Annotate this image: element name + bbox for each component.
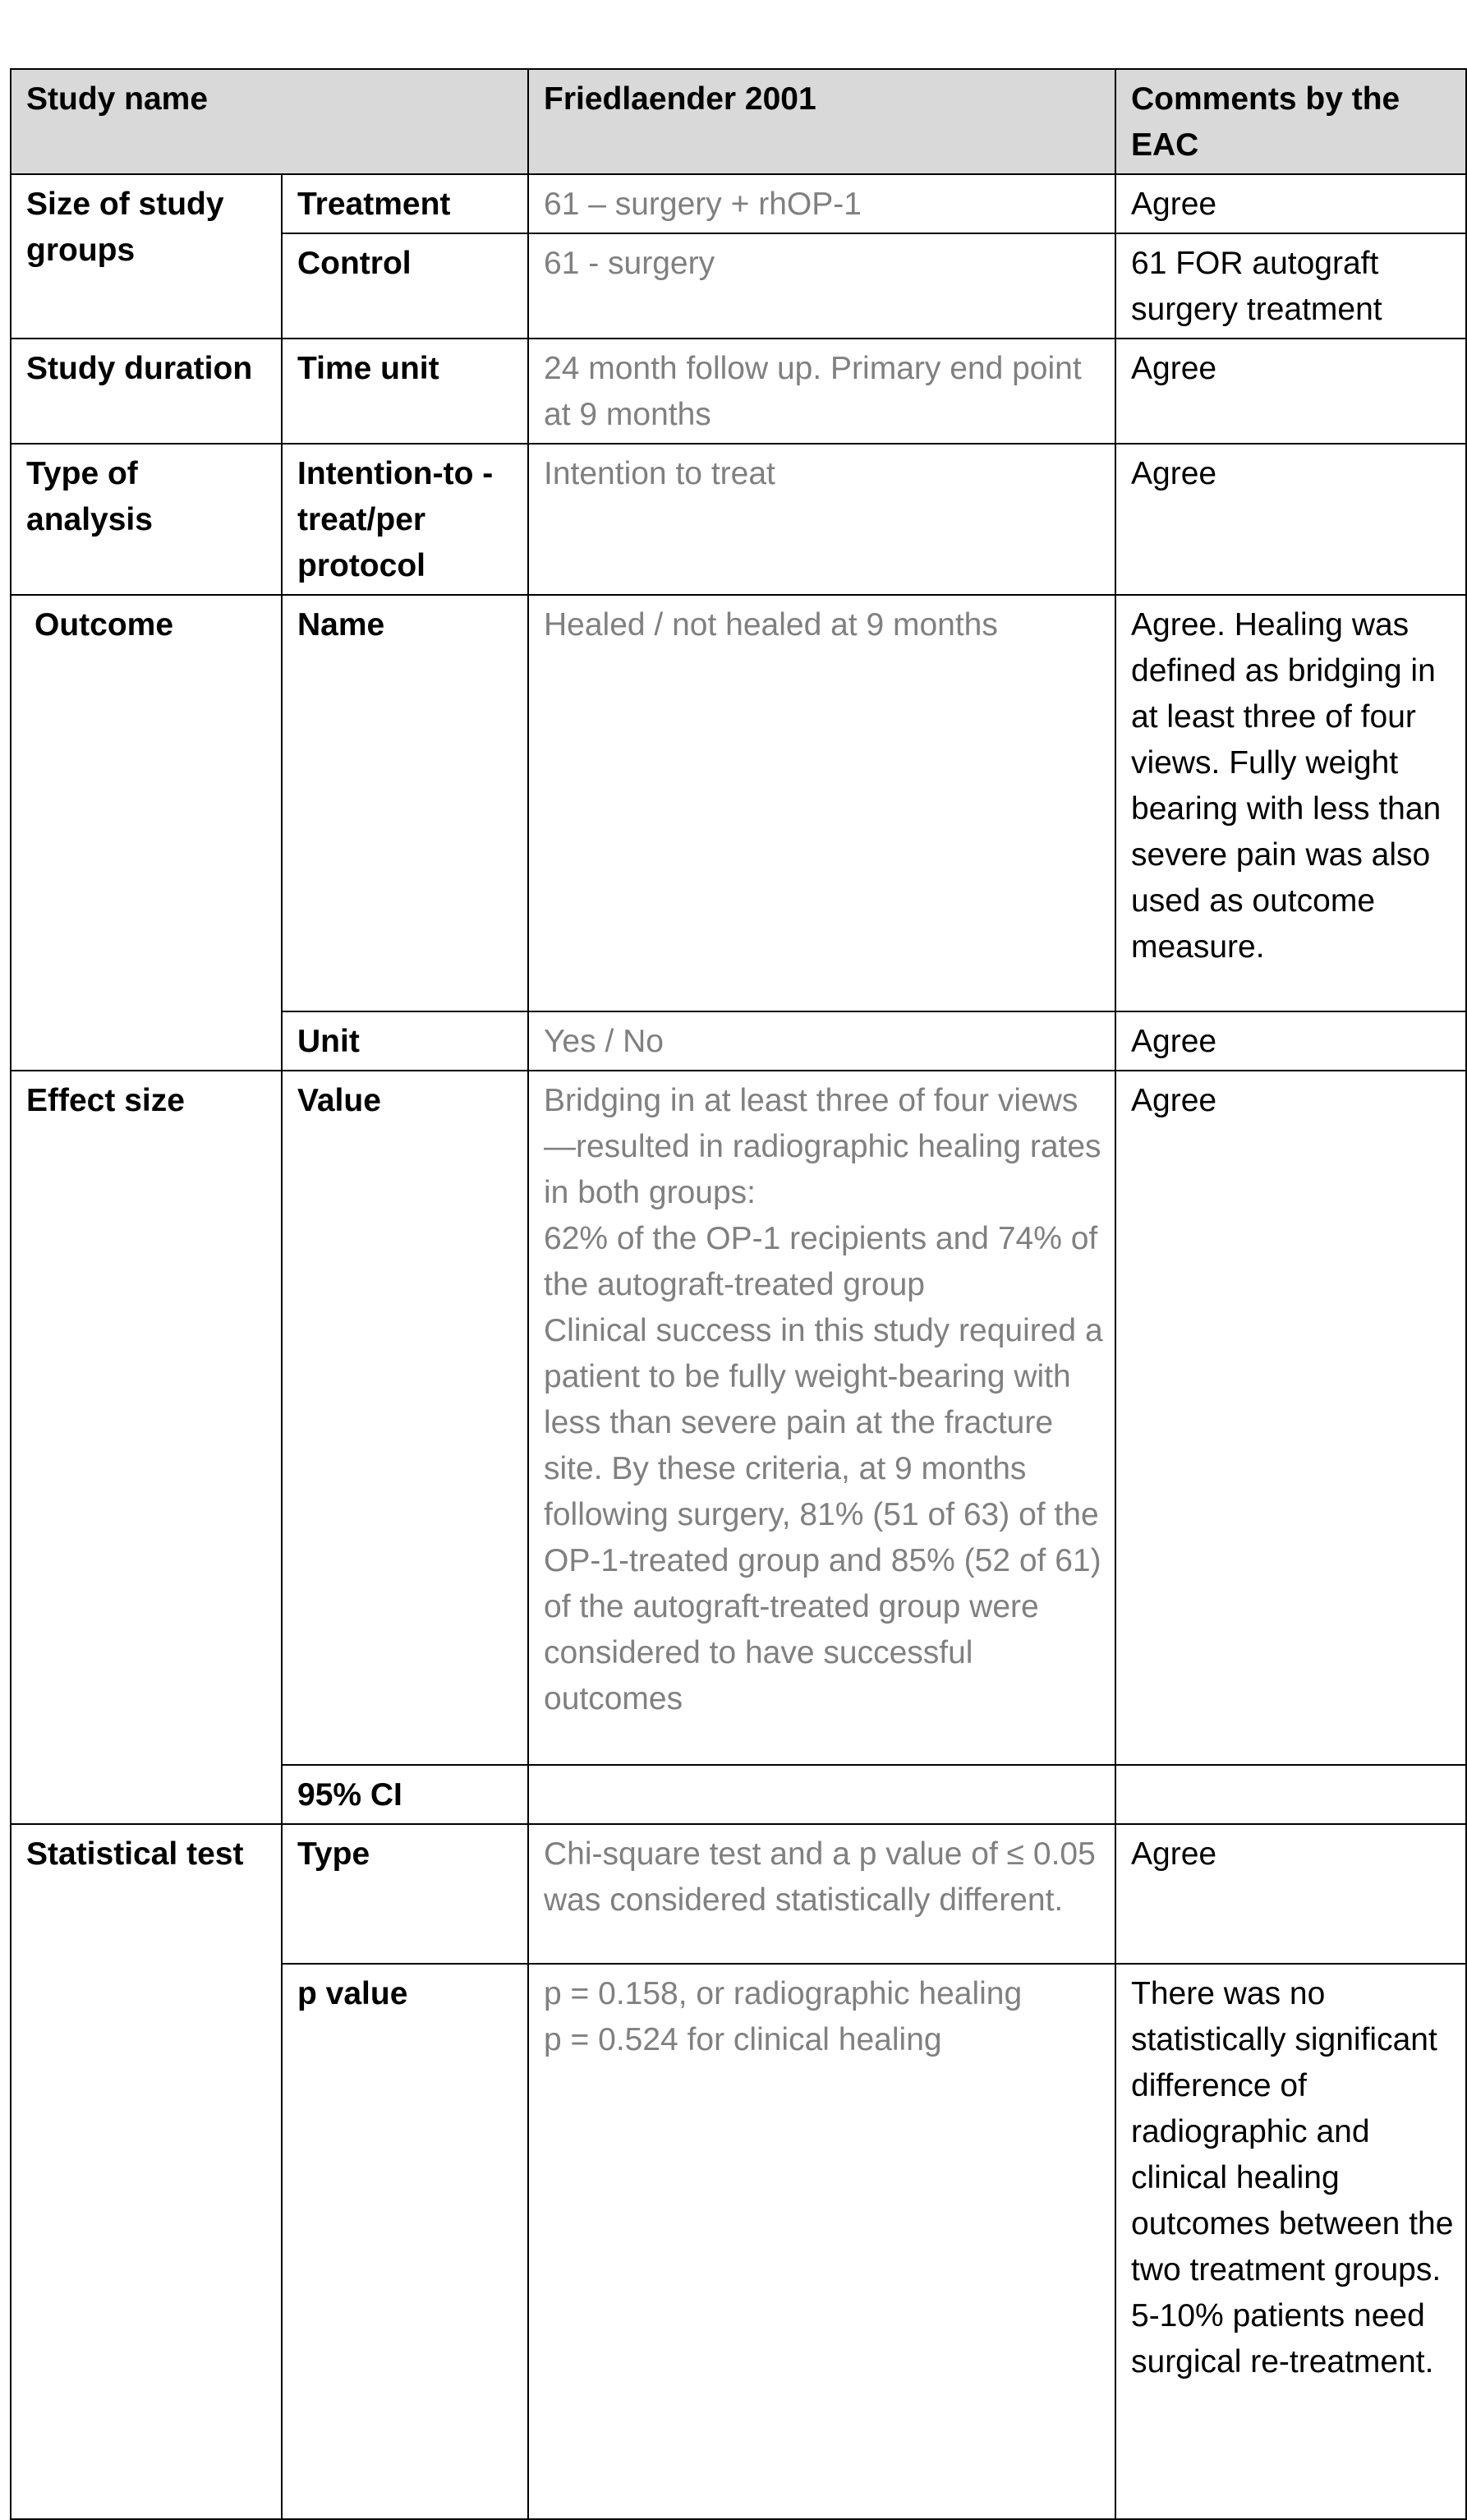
group-outcome: Outcome <box>11 595 282 1071</box>
header-study-title: Friedlaender 2001 <box>528 69 1115 174</box>
table-row <box>11 444 1466 595</box>
row-comment-value: Agree <box>1115 1071 1466 1765</box>
row-label-value: Value <box>282 1071 528 1765</box>
row-comment-p-value: There was no statistically significant difference of radiographic and clinical healing outcomes between the two treatment groups. 5-10% patients need surgical re-treatment. <box>1115 1964 1466 2519</box>
row-label-name: Name <box>282 595 528 1011</box>
row-value-effect <box>528 1071 1115 1765</box>
group-size-of-study-groups: Size of study groups <box>11 174 282 339</box>
row-label-95-ci: 95% CI <box>282 1765 528 1824</box>
row-label-type: Type <box>282 1824 528 1964</box>
row-comment-intention-to-treat: Agree <box>1115 444 1466 595</box>
row-value-time-unit: 24 month follow up. Primary end point at 9 months <box>528 339 1115 444</box>
row-label-intention-to-treat: Intention-to -treat/per protocol <box>282 444 528 595</box>
row-comment-treatment: Agree <box>1115 174 1466 233</box>
table-header-row <box>11 69 1466 174</box>
table-row <box>11 174 1466 233</box>
row-value-treatment: 61 – surgery + rhOP-1 <box>528 174 1115 233</box>
row-label-time-unit: Time unit <box>282 339 528 444</box>
row-label-control: Control <box>282 233 528 339</box>
group-study-duration: Study duration <box>11 339 282 444</box>
effect-text-3: Clinical success in this study required a patient to be fully weight-bearing with less than severe pain at the fracture site. By these criteria, at 9 months following surgery, 81% (51 of 63) of the OP-1-treated group and 85% (52 of 61) of the autograft-treated group were considered to have successful outcomes <box>544 1313 1103 1716</box>
row-value-unit: Yes / No <box>528 1011 1115 1071</box>
p-value-line-1: p = 0.158, or radiographic healing <box>544 1976 1023 2011</box>
table-row <box>11 595 1466 1011</box>
row-label-unit: Unit <box>282 1011 528 1071</box>
study-table <box>10 68 1467 2520</box>
header-study-name: Study name <box>11 69 528 174</box>
header-comments: Comments by the EAC <box>1115 69 1466 174</box>
row-comment-unit: Agree <box>1115 1011 1466 1071</box>
group-type-of-analysis: Type of analysis <box>11 444 282 595</box>
group-statistical-test: Statistical test <box>11 1824 282 2519</box>
table-row <box>11 339 1466 444</box>
group-effect-size: Effect size <box>11 1071 282 1824</box>
row-label-p-value: p value <box>282 1964 528 2519</box>
row-value-name: Healed / not healed at 9 months <box>528 595 1115 1011</box>
row-comment-name: Agree. Healing was defined as bridging in at least three of four views. Fully weight bearing with less than severe pain was also used as outcome measure. <box>1115 595 1466 1011</box>
row-comment-95-ci <box>1115 1765 1466 1824</box>
row-comment-time-unit: Agree <box>1115 339 1466 444</box>
row-value-p-value <box>528 1964 1115 2519</box>
table-row <box>11 1824 1466 1964</box>
effect-text-1: Bridging in at least three of four views—resulted in radiographic healing rates in both groups: <box>544 1083 1101 1210</box>
row-value-type: Chi-square test and a p value of ≤ 0.05 was considered statistically different. <box>528 1824 1115 1964</box>
table-row <box>11 1071 1466 1765</box>
row-label-treatment: Treatment <box>282 174 528 233</box>
row-value-95-ci <box>528 1765 1115 1824</box>
effect-text-2: 62% of the OP-1 recipients and 74% of the autograft-treated group <box>544 1221 1098 1302</box>
row-comment-control: 61 FOR autograft surgery treatment <box>1115 233 1466 339</box>
row-value-control: 61 - surgery <box>528 233 1115 339</box>
p-value-line-2: p = 0.524 for clinical healing <box>544 2022 942 2057</box>
row-comment-type: Agree <box>1115 1824 1466 1964</box>
row-value-intention-to-treat: Intention to treat <box>528 444 1115 595</box>
